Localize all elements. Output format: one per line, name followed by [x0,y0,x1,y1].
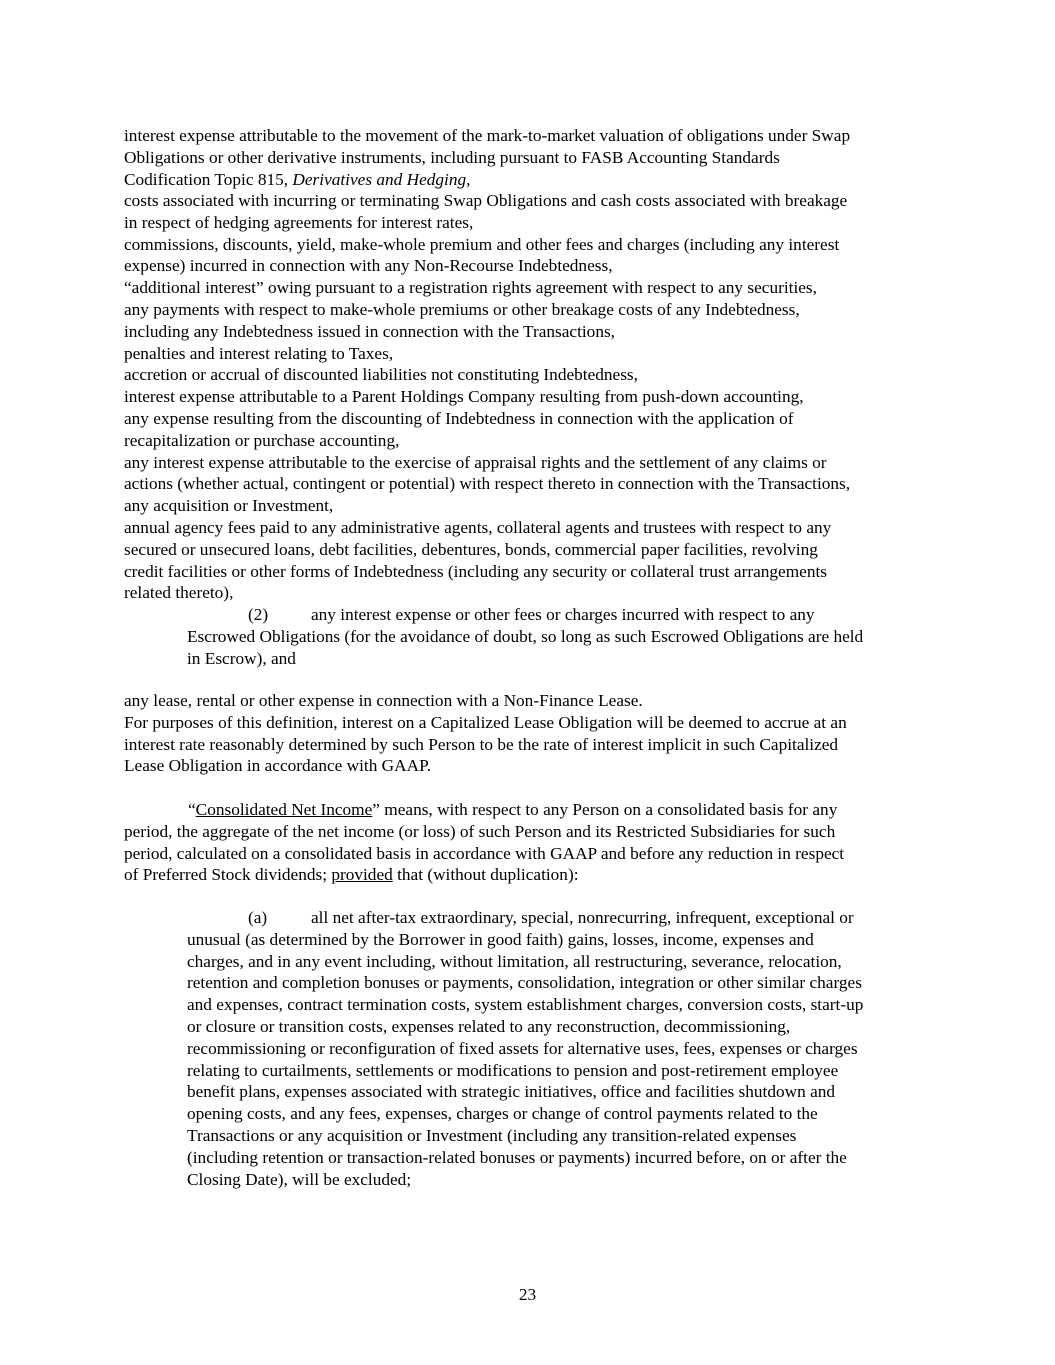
italic-title: Derivatives and Hedging [292,169,467,189]
text-line: including any Indebtedness issued in connection with the Transactions, [124,321,616,341]
text-line: secured or unsecured loans, debt facilities, debentures, bonds, commercial paper facilities, revolving [124,539,818,559]
list-item-text: all net after-tax extraordinary, special, nonrecurring, infrequent, exceptional or [311,908,854,927]
consolidated-net-income-definition [124,799,944,886]
interest-expense-paragraph [124,125,944,190]
text-line: annual agency fees paid to any administrative agents, collateral agents and trustees with respect to any [124,517,832,537]
text-line: actions (whether actual, contingent or potential) with respect thereto in connection with the Transactions, [124,474,851,494]
text-line: “additional interest” owing pursuant to a registration rights agreement with respect to any securities, [124,278,817,298]
lease-paragraph [124,690,944,777]
text-line: benefit plans, expenses associated with strategic initiatives, office and facilities shutdown and [187,1082,836,1102]
page-number: 23 [518,1285,537,1304]
text-line: or closure or transition costs, expenses related to any reconstruction, decommissioning, [187,1016,791,1036]
list-item-first-line [187,907,947,929]
text-line: any payments with respect to make-whole premiums or other breakage costs of any Indebtedness, [124,299,800,319]
text-line: For purposes of this definition, interest on a Capitalized Lease Obligation will be deemed to accrue at an [124,712,847,732]
text-line: relating to curtailments, settlements or modifications to pension and post-retirement employee [187,1060,839,1080]
list-item-text: any interest expense or other fees or charges incurred with respect to any [311,605,815,624]
text-line: interest expense attributable to a Parent Holdings Company resulting from push-down accounting, [124,387,804,407]
text-line: any expense resulting from the discounting of Indebtedness in connection with the application of [124,408,794,428]
text-line: and expenses, contract termination costs, system establishment charges, conversion costs, start-up [187,995,864,1015]
text-line: opening costs, and any fees, expenses, charges or change of control payments related to the [187,1104,818,1124]
list-item-number: (a) [248,908,268,927]
provided-term: provided [331,865,393,885]
text-line: period, calculated on a consolidated basis in accordance with GAAP and before any reduction in respect [124,843,845,863]
text-line: expense) incurred in connection with any Non-Recourse Indebtedness, [124,256,613,276]
text-line: recommissioning or reconfiguration of fixed assets for alternative uses, fees, expenses or charges [187,1038,858,1058]
list-item-2 [187,604,947,669]
text-line: unusual (as determined by the Borrower in good faith) gains, losses, income, expenses and [187,929,814,949]
text-line: Codification Topic 815, Derivatives and Hedging, [124,169,471,189]
text-line: related thereto), [124,583,234,603]
text-line: costs associated with incurring or terminating Swap Obligations and cash costs associated with breakage [124,191,848,210]
list-item-number: (2) [248,605,269,624]
defined-term: Consolidated Net Income [195,800,373,819]
text-line: Closing Date), will be excluded; [187,1169,412,1189]
text-line: charges, and in any event including, without limitation, all restructuring, severance, relocation, [187,951,842,971]
text-line: of Preferred Stock dividends; provided that (without duplication): [124,865,579,885]
text-line: Escrowed Obligations (for the avoidance of doubt, so long as such Escrowed Obligations are held [187,626,864,646]
text-line: accretion or accrual of discounted liabilities not constituting Indebtedness, [124,365,638,385]
text-line: interest rate reasonably determined by such Person to be the rate of interest implicit in such Capitalized [124,734,839,754]
list-item-a [187,907,947,1190]
text-line: interest expense attributable to the movement of the mark-to-market valuation of obligations under Swap [124,126,851,145]
text-line: in Escrow), and [187,648,296,668]
text-line: Transactions or any acquisition or Investment (including any transition-related expenses [187,1125,797,1145]
text-line: period, the aggregate of the net income (or loss) of such Person and its Restricted Subsidiaries for such [124,821,836,841]
exclusions-list [124,190,944,604]
text-line: any interest expense attributable to the exercise of appraisal rights and the settlement of any claims or [124,452,827,472]
text-line: credit facilities or other forms of Indebtedness (including any security or collateral trust arrangements [124,561,828,581]
text-line: commissions, discounts, yield, make-whole premium and other fees and charges (including any interest [124,234,840,254]
text-line: (including retention or transaction-related bonuses or payments) incurred before, on or after the [187,1147,847,1167]
text-line: Lease Obligation in accordance with GAAP. [124,756,432,776]
text-line: recapitalization or purchase accounting, [124,430,400,450]
text-line: any lease, rental or other expense in connection with a Non-Finance Lease. [124,691,643,710]
text-line: in respect of hedging agreements for interest rates, [124,212,474,232]
list-item-first-line [187,604,947,626]
text-line: any acquisition or Investment, [124,496,334,516]
text-line: Obligations or other derivative instruments, including pursuant to FASB Accounting Standards [124,147,780,167]
text-line: penalties and interest relating to Taxes, [124,343,394,363]
definition-first-line: “Consolidated Net Income” means, with respect to any Person on a consolidated basis for any [188,800,838,819]
text-line: retention and completion bonuses or payments, consolidation, integration or other similar charges [187,973,862,993]
